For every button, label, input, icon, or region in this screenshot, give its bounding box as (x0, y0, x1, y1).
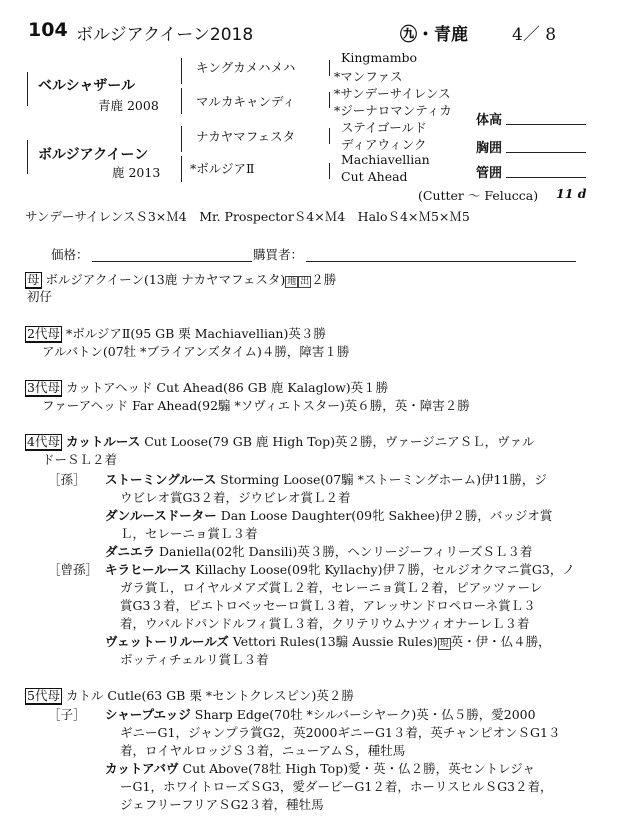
dam-name: ボルジアクイーン (38, 147, 149, 163)
section-tag: 3代母 (27, 380, 60, 395)
fourth-dam-record: Cut Loose(79 GB 鹿 High Top)英２勝，ヴァージニアＳＬ，ヴァル (144, 434, 535, 449)
gen3-2: *マンファス (334, 69, 403, 84)
entry-name: ヴェットーリルールズ (105, 634, 229, 649)
dam-sire: ナカヤマフェスタ (196, 129, 296, 144)
entry-storming-loose (105, 470, 547, 488)
catalog-number: 104 (28, 19, 68, 41)
gen3-7: Machiavellian (341, 152, 430, 167)
entry-text: Killachy Loose(09牝 Kyllachy)伊７勝，セルジオクマニ賞G3，ノ (195, 562, 575, 577)
dam-dam: *ボルジアⅡ (190, 161, 255, 176)
entry-cont: 着，ウバルドパンドルフィ賞Ｌ３着，クリテリウムナツィオナーレＬ３着 (120, 616, 530, 631)
fifth-dam-record: カトル Cutle(63 GB 栗 *セントクレスピン)英２勝 (65, 688, 354, 703)
chest-line (506, 152, 586, 153)
sex-color: ㊈・青鹿 (400, 25, 468, 45)
gen3-3: *サンデーサイレンス (334, 86, 451, 101)
entry-name: キラヒールース (105, 562, 192, 577)
bracket (181, 58, 182, 84)
run-mark: 出 (300, 277, 310, 287)
bracket (181, 88, 182, 114)
entry-cont: 着，ロイヤルロッジＳ３着，ニューアムＳ，種牡馬 (120, 743, 406, 758)
section-tag: 4代母 (27, 434, 60, 449)
entry-text: Storming Loose(07騸 *ストーミングホーム)伊11勝，ジ (220, 472, 547, 487)
inbreeding-line: サンデーサイレンスＳ3×Ｍ4 Mr. ProspectorＳ4×Ｍ4 HaloＳ4×Ｍ5×Ｍ5 (25, 209, 470, 224)
dam-detail: 鹿 2013 (112, 165, 161, 180)
bracket (181, 126, 182, 152)
entry-cont: ガラ賞Ｌ，ロイヤルメアズ賞Ｌ２着，セレーニョ賞Ｌ２着，ピアッツァーレ (120, 580, 543, 595)
gen3-6: ディアウィンク (341, 137, 427, 152)
grandchild-tag: ［孫］ (48, 472, 86, 487)
child-tag: ［子］ (48, 707, 86, 722)
entry-text: Cut Above(78牡 High Top)愛・英・仏２勝，英セントレジャ (182, 761, 536, 776)
third-dam-section (25, 378, 388, 397)
fourth-dam-section (25, 432, 535, 451)
entry-sharp-edge (105, 705, 536, 723)
entry-cont: ーG1，ホワイトローズＳG3，愛ダービーG1２着，ホーリスヒルＳG3２着， (120, 779, 553, 794)
price-line (92, 261, 252, 262)
dam-section (25, 270, 336, 289)
entry-text: 英・伊・仏４勝， (450, 634, 551, 649)
sire-detail: 青鹿 2008 (98, 98, 159, 113)
sire-dam: マルカキャンディ (196, 94, 296, 109)
second-dam-progeny: アルバトン(07牡 *ブライアンズタイム)４勝，障害１勝 (42, 344, 350, 359)
entry-killachy-loose (105, 560, 575, 578)
entry-cont: ウビレオ賞G3２着，ジウビレオ賞Ｌ２着 (120, 490, 351, 505)
bracket (329, 60, 330, 76)
entry-name: ストーミングルース (105, 472, 217, 487)
pedigree-bracket (27, 72, 28, 106)
entry-cont: 賞G3３着，ピエトロベッセーロ賞Ｌ３着，アレッサンドロペローネ賞Ｌ３ (120, 598, 536, 613)
gen3-1: Kingmambo (341, 50, 418, 65)
entry-cont: ジェフリーフリアＳG2３着，種牡馬 (120, 797, 324, 812)
gen3-5: ステイゴールド (341, 120, 427, 135)
entry-name: ダニエラ (105, 544, 156, 559)
cannon-label: 管囲 (476, 166, 503, 181)
entry-daniella (105, 542, 532, 560)
section-tag: 5代母 (27, 688, 60, 703)
entry-cont: ボッティチェルリ賞Ｌ３着 (120, 652, 269, 667)
sire-name: ベルシャザール (38, 78, 136, 94)
entry-vettori-rules (105, 632, 551, 650)
second-dam-record: *ボルジアⅡ(95 GB 栗 Machiavellian)英３勝 (65, 326, 326, 341)
price-label: 価格： (51, 247, 89, 262)
entry-name: カットアバヴ (105, 761, 179, 776)
bracket (329, 128, 330, 144)
entry-dan-loose-daughter (105, 506, 552, 524)
horse-name: ボルジアクイーン2018 (76, 25, 254, 45)
lot-fraction: 4／ 8 (512, 25, 557, 45)
entry-name: ダンルースドーター (105, 508, 217, 523)
entry-name: シャープエッジ (105, 707, 191, 722)
bracket (329, 163, 330, 179)
dam-record: ボルジアクイーン(13鹿 ナカヤマフェスタ) (45, 272, 286, 287)
third-dam-progeny: ファーアヘッド Far Ahead(92騸 *ソヴィエトスター)英６勝，英・障害２勝 (42, 398, 470, 413)
fourth-dam-record-cont: ドーＳＬ２着 (42, 452, 118, 467)
pedigree-bracket (27, 140, 28, 174)
family-note: (Cutter ～ Felucca) (418, 188, 539, 203)
entry-cont: Ｌ，セレーニョ賞Ｌ３着 (120, 526, 258, 541)
entry-text: Dan Loose Daughter(09牝 Sakhee)伊２勝，バッジオ賞 (220, 508, 553, 523)
height-line (506, 124, 586, 125)
great-grandchild-tag: ［曾孫］ (48, 562, 99, 577)
entry-text: Sharp Edge(70牡 *シルバーシヤーク)英・仏５勝，愛2000 (194, 707, 536, 722)
fifth-dam-section (25, 686, 354, 705)
height-label: 体高 (476, 113, 503, 128)
section-tag: 母 (27, 272, 40, 287)
cannon-line (506, 177, 586, 178)
active-mark: 現 (439, 639, 449, 649)
family-number: 11 d (556, 186, 587, 201)
buyer-label: 購買者： (253, 247, 304, 262)
section-tag: 2代母 (27, 326, 60, 341)
bracket (329, 92, 330, 108)
gen3-8: Cut Ahead (341, 169, 408, 184)
buyer-line (306, 261, 576, 262)
entry-cont: ギニーG1，ジャンプラ賞G2，英2000ギニーG1３着，英チャンピオンＳG1３ (120, 725, 561, 740)
sire-sire: キングカメハメハ (196, 60, 296, 75)
entry-text: Vettori Rules(13騸 Aussie Rules) (232, 634, 438, 649)
fourth-dam-name: カットルース (65, 434, 141, 449)
chest-label: 胸囲 (476, 141, 503, 156)
third-dam-record: カットアヘッド Cut Ahead(86 GB 鹿 Kalaglow)英１勝 (65, 380, 389, 395)
entry-text: Daniella(02牝 Dansili)英３勝，ヘンリージーフィリーズＳＬ３着 (159, 544, 533, 559)
bracket (181, 156, 182, 182)
second-dam-section (25, 324, 326, 343)
entry-cut-above (105, 759, 535, 777)
local-mark: 地 (287, 277, 297, 287)
gen3-4: *ジーナロマンティカ (334, 103, 452, 118)
dam-wins: ２勝 (311, 272, 337, 287)
dam-progeny: 初仔 (27, 289, 53, 304)
